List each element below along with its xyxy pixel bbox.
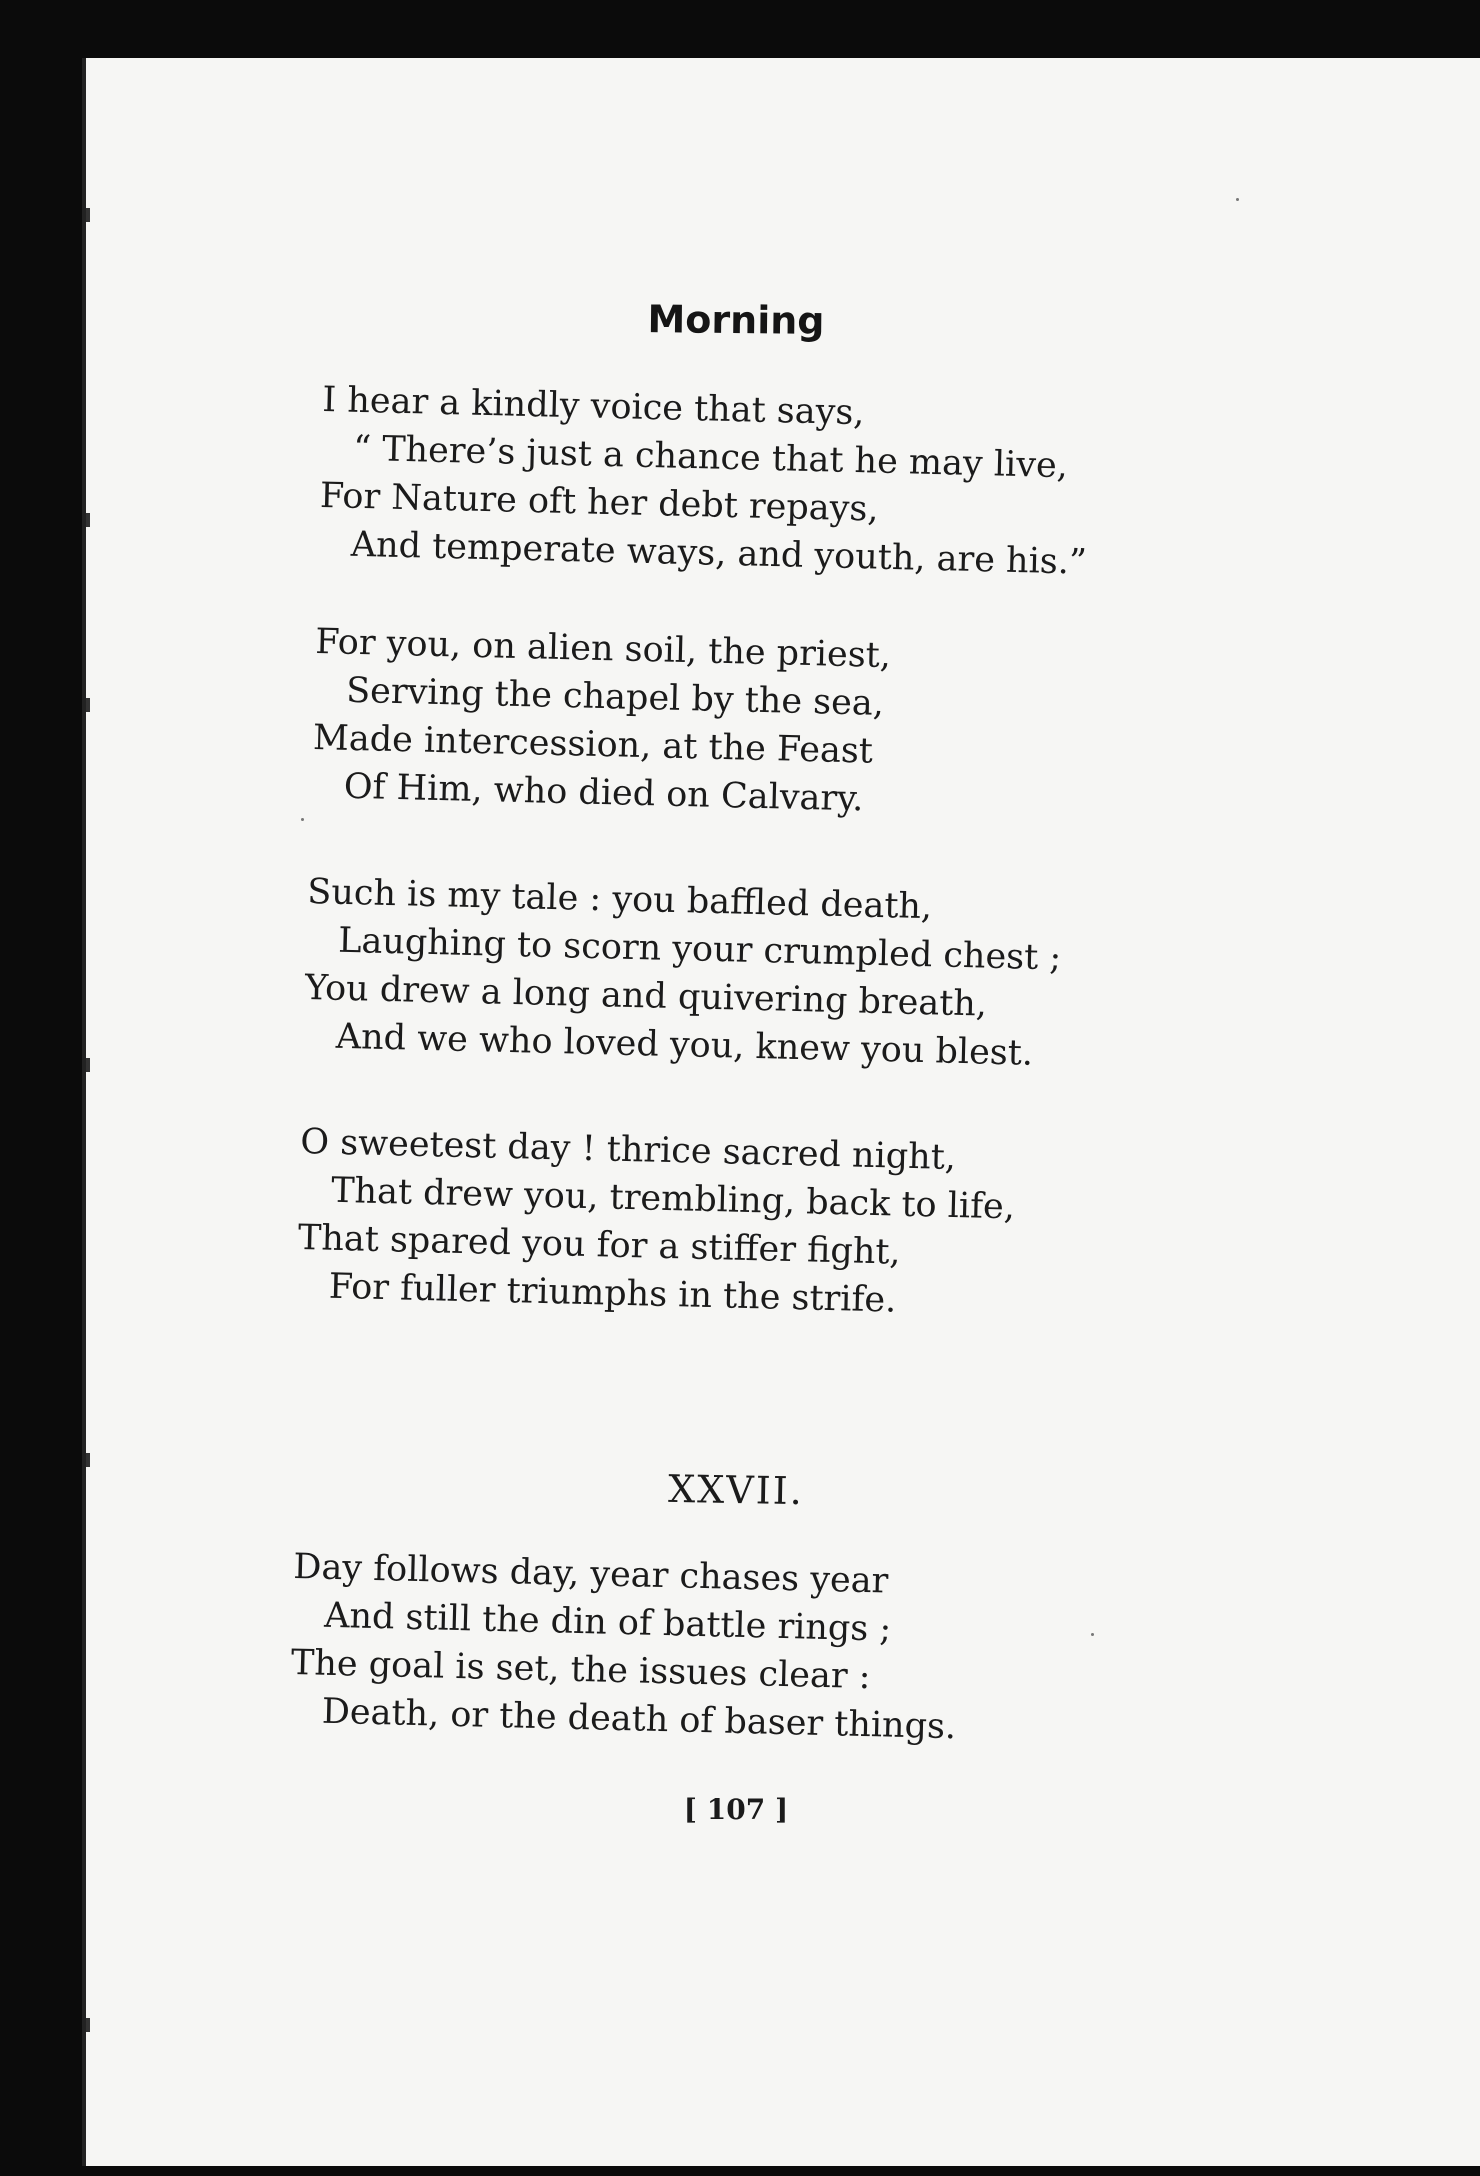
poem-line: O sweetest day ! thrice sacred night, <box>299 1121 957 1179</box>
poem-line: Made intercession, at the Feast <box>312 717 874 772</box>
stanza-1 <box>318 376 1091 587</box>
poem-line: I hear a kindly voice that says, <box>321 379 865 434</box>
poem-line: “ There’s just a chance that he may live, <box>352 428 1069 487</box>
section-heading: XXVII. <box>667 1466 805 1514</box>
paper-speck <box>1091 1633 1094 1636</box>
poem-line: Such is my tale : you baffled death, <box>306 871 933 928</box>
paper-speck <box>1236 198 1239 201</box>
poem-line: The goal is set, the issues clear : <box>290 1642 871 1698</box>
poem-line: Laughing to scorn your crumpled chest ; <box>337 920 1062 979</box>
stanza-4 <box>296 1118 1016 1327</box>
poem-line: For fuller triumphs in the strife. <box>328 1266 897 1321</box>
book-page <box>82 58 1480 2166</box>
poem-line: And temperate ways, and youth, are his.” <box>350 524 1088 583</box>
page-number: [ 107 ] <box>683 1793 789 1826</box>
poem-line: For Nature oft her debt repays, <box>319 475 879 530</box>
poem-line: That spared you for a stiffer fight, <box>297 1217 902 1273</box>
poem-line: Of Him, who died on Calvary. <box>343 766 864 820</box>
poem-line: You drew a long and quivering breath, <box>304 967 988 1025</box>
poem-line: And we who loved you, knew you blest. <box>335 1016 1034 1074</box>
stanza-3 <box>303 868 1063 1078</box>
poem-line: For you, on alien soil, the priest, <box>314 621 892 677</box>
stanza-2 <box>311 618 891 824</box>
poem-line: Day follows day, year chases year <box>292 1546 889 1602</box>
poem-content <box>86 58 1480 2166</box>
poem-title: Morning <box>647 297 825 343</box>
poem-line: Serving the chapel by the sea, <box>345 670 885 724</box>
poem-line: Death, or the death of baser things. <box>321 1691 957 1748</box>
paper-speck <box>301 818 304 821</box>
poem-line: That drew you, trembling, back to life, <box>330 1170 1016 1228</box>
section-stanza <box>289 1543 960 1751</box>
poem-line: And still the din of battle rings ; <box>323 1595 892 1650</box>
